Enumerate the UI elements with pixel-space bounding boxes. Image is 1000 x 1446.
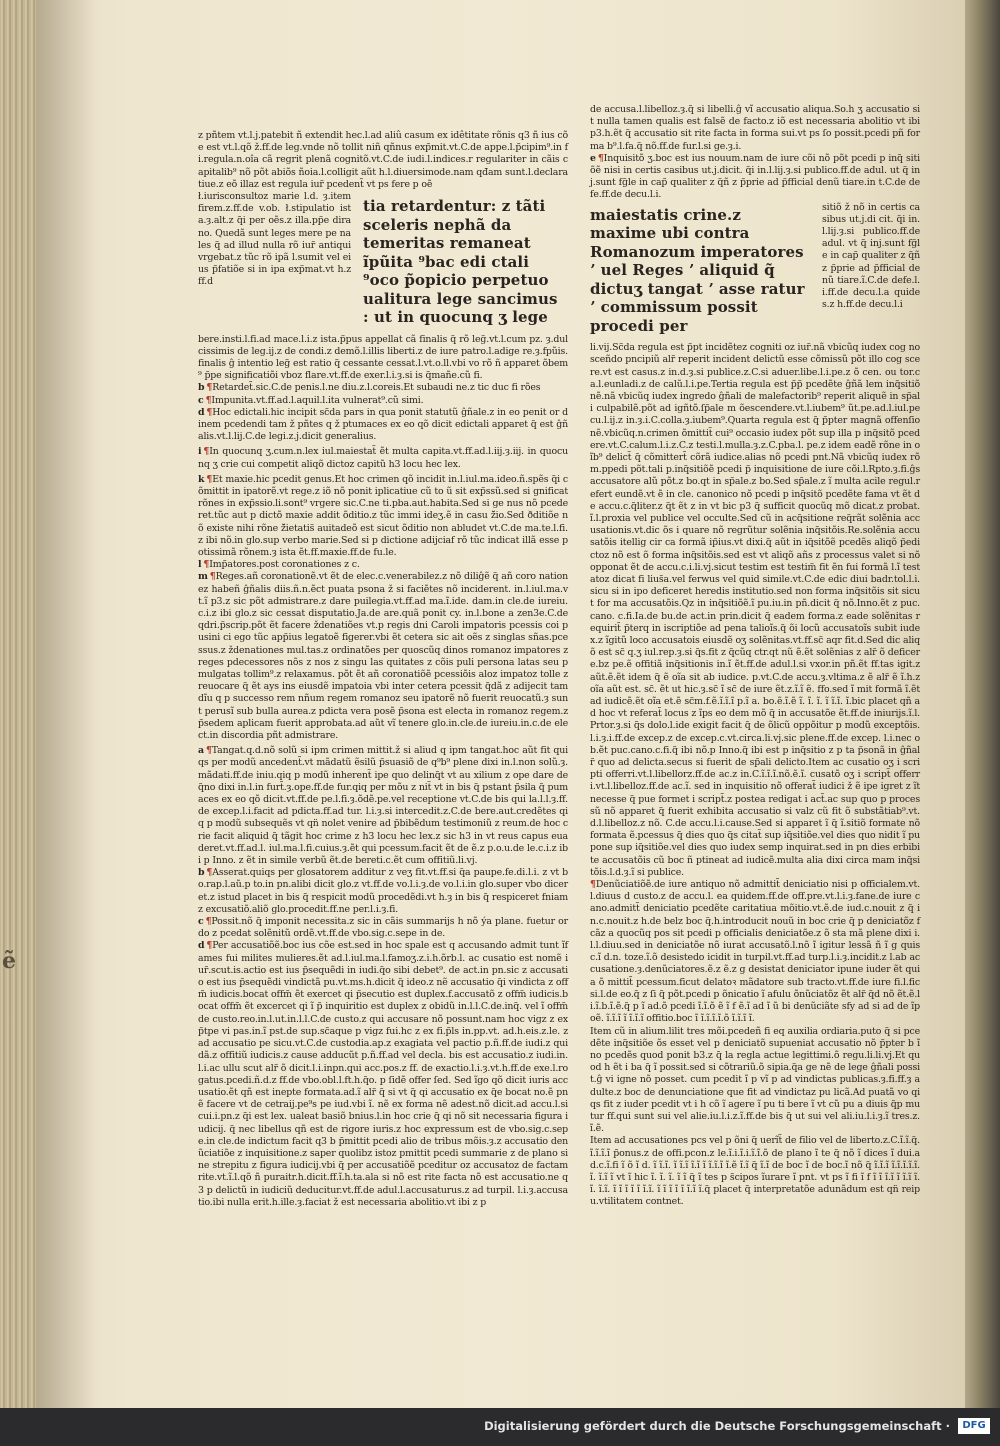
gloss-paragraph-e	[198, 446, 568, 470]
rubric-mark: ¶	[205, 394, 212, 406]
gloss-with-main-text	[198, 191, 568, 331]
gloss-text: Reges.añ coronationẽ.vt ẽt de elec.c.venerabilez.z nõ diliĝẽ q̃ añ coro nationez habeñ ĝñalis diis.ñ.n.ẽct puata psona ž si faciẽtes nõ inciderent. in.l.iul.ma.vt.ĩ p3.z sic põt admistrare.z dare puilegia.vt.ff.ad ma.ĩ.ide. dam.in cle.de iureiu.c.i.z ibi glo.z sic cessat disputatio.Ja.de are.quã ponit cy. in.l.bone a zen3e.C.de qdri.p̃scrip.põt ẽt facere ždenatiões vt.p regis dni Caroli impatoris pcessis coi pusini ci ego tũc app̃ius legatoẽ figerer.vbi ẽt cetera sic ait oẽs z singlas sñas.pcessus.z ždenationes mul.tas.z ordinatões per quoscũq dinos romanoz impatores z reges pdecessores nõs z nos z singu las quitates z cõis puli persona latas seu pmulgatas tollim⁹.z relaxamus. põt ẽt añ coronatiõẽ pcessiõis aloz impatoz tolle z reuocare q̃ ẽt ays ins eiusdẽ impatoia vbi inter cetera pcessit q̃dã z adijecit tam dĩu q p successo rem nñum regem romanoz seu ipatorẽ nõ fuerit reuocatũ.ȝ sunt perusĩ sub bulla aurea.z pdicta vera posẽ p̃sona est electa in romanoz regem.z p̃sedem aplicam fuerit approbata.ad aũt vĩ tenere glo.in.cle.de iureiu.in.c.de ele ct.in discordia pñt admistrare.	[198, 571, 568, 742]
book-page-edge-right	[965, 0, 1000, 1408]
paragraph-letter: i	[198, 446, 202, 458]
paragraph-letter: c	[198, 916, 204, 928]
gloss-paragraph-c	[198, 395, 568, 407]
paragraph-letter: a	[198, 745, 204, 757]
gloss-paragraph-m	[198, 571, 568, 742]
gutter-shadow	[36, 0, 96, 1408]
gloss-text: Impunita.vt.ff.ad.l.aquil.l.ita vulnerat⁹.cũ simi.	[211, 394, 424, 406]
main-text: maiestatis crine.z maxime ubi contra Romanozum imperatores ʼ uel Reges ʼ aliquid q̃ dictuʒ tangat ʼ asse ratur ʼ commissum possit procedi per	[590, 205, 805, 335]
gloss-text: Denũciatiõẽ.de iure antiquo nõ admittit̃ deniciatio nisi p officialem.vt.l.diuus d custo.z de accu.l. ea quidem.ff.de off.pre.vt.l.i.ȝ.fane.de iure cano.admitt̃ deniciatio pcedẽte caritatiua mõitio.vt.ẽ.de iud.c.nouit z q̃ in.c.nouit.z h.de belz boc q̃.h.introducit nouũ in boc crie q̃ p deniciatõz fcãz a quocũq pos sit pcedi p officialis deniciatõe.z õ sta mã plene dixi i.l.l.diuu.sed in deniciatõe nõ iurat accusatõ.l.nõ ĩ igitur lessã ñ ĩ g quis c.ĩ d.n. toze.ĩ.õ desistedo icidit in turpil.vt.ff.ad turp.l.i.ȝ.incidit.z l.ab accusatione.ȝ.denũciatores.ẽ.z ẽ.z g desistat deniciator ipune iuder ẽt qui a õ mittit̃ pcessum.ficut delatoꝛ mãdatore sub tracto.vt.ff.de iure fi.l.fic si.l.de eo.q̃ z ſi q̃ põt.pcedi p õnicatio ĩ afulu õnũciatõz ẽt alr̃ q̃d nõ ẽt.ẽ.li.ĩ.b.ĩ.ẽ.q̃ p ĩ ad.õ pcedi ĩ.ĩ.õ ẽ ĩ f ẽ.ĩ ad ĩ ũ bi denũciãte sfy ad si ad de ĩpoẽ. ĩ.ĩ.ĩ ĩ ĩ.ĩ.ĩ offitio.boc ĩ ĩ.ĩ.ĩ.ĩ.õ ĩ.ĩ.ĩ ĩ.	[590, 879, 920, 1025]
right-column	[590, 104, 920, 1209]
left-column	[198, 130, 568, 1209]
gloss-text: Tangat.q.d.nõ solũ si ipm crimen mittit.ž si aliud q ipm tangat.hoc aũt fit quiqs per modũ ancedent̃.vt mãdatũ ẽsilũ p̃suasiõ de q⁹b⁹ plene dixi in.l.non solũ.ȝ.mãdati.ff.de iniu.qiq p modũ inherent̃ ipe quo delinq̃t vt au xilium z ope dare deq̃no dixi in.l.in furt̃.ȝ.ope.ff.de fur.qiq per mõu z nit̃ vt in bis q̃ pstant p̃sila q̃ pumaces ex eo qõ dicit.vt.ff.de pe.l.fi.ȝ.õdẽ.pe.vel receptione vt.C.de bis qui la.l.l.ȝ.ff.de excep.l.i.facit ad pdicta.ff.ad tur. l.i.ȝ.si intercedit.z.C.de bere.aut.credẽtes qiq p modũ subsequẽs vt qn̈ nolet venire ad p̃bibẽdum testimoniũ z reum.de hoc crie facit aliquid q̃ tãgit hoc crime z h3 locu hec lex.z sic h3 in vt reus capus euaderet.vt.ff.ad.l. iul.ma.l.fi.cuius.ȝ.ẽt qui pcessum.facit ẽt de ẽ.z p.o.u.de le.c.i.z ibi p Inno. z ẽt in simile verbũ ẽt.de bereti.c.ẽt cum offitiũ.li.vj.	[198, 745, 568, 867]
book-page-edges-left	[0, 0, 40, 1408]
rubric-mark: ¶	[206, 940, 213, 952]
gloss-paragraph-c2	[198, 916, 568, 940]
paragraph-letter: c	[198, 394, 204, 406]
main-text-block	[590, 206, 812, 336]
paragraph-letter: m	[198, 571, 208, 583]
gloss-paragraph-b	[198, 382, 568, 394]
rubric-mark: ¶	[206, 867, 213, 879]
paragraph-letter: d	[198, 940, 205, 952]
gloss-text: Et maxie.hic pcedit genus.Et hoc crimen qõ incidit in.l.iul.ma.ideo.ñ.spẽs q̃i cõmittit in ipatorẽ.vt rege.z iõ nõ ponit iplicatiue cũ to ũ sit exp̃ssũ.sed si gnificat rõnes in exp̃ssio.li.sont⁹ vrgere sic.C.ne ti.pba.aut.habita.Sed si ge nus nõ pcederet.tũc aut p dictõ maxie addit õditio.z tũc immi ideʒ.ẽ in casu ž̃io.Sed ðditiõe nõ existe nihi rõne ž̃ietatis̃ auitadeõ est sicut õditio non abludet vt.C.de ma.te.l.fi.z ibi nõ.in glo.sup verbo marie.Sed si p dictione adijciaf rõ tũc indicat illã esse potissimã rõnem.ȝ ista ẽt.ff.maxie.ff.de fu.le.	[198, 473, 568, 558]
gloss-text: Retardet̃.sic.C.de penis.l.ne diu.z.l.coreis.Et subaudi ne.z tic duc fi rões	[212, 382, 541, 394]
gloss-text: Per accusatiõẽ.boc ius cõe est.sed in hoc spale est q accusando admit tunt ĩfames fui milites mulieres.ẽt ad.l.iul.ma.l.famoʒ.z.i.h.õrb.l. ac cusatio est nomẽ iur̃.scut.is.actio est ius p̃sequẽdi in iudi.q̃o sibi debet⁹. de act.in pn.sic z accusatio est ius p̃sequẽdi vindictã pu.vt.ms.h.dicit q̃ ideo.z nẽ accusatio q̃i vindicta z offm̃ iudicis.bocat offm̃ ẽt exercet qi p̃secutio est duplex.f.accusatõ z offm̃ iudicis.bocat offm̃ ẽt excercet qi ĩ p̃ inquiritio est duplex z obidũ in.l.l.C.de.inq̃. vel ĩ offm̃ de custo.reo.in.l.ut.in.l.l.C.de custo.z qui accusare nõ possunt.nam hoc vigz z ex p̃tpe vi pas.in.ĩ pst.de sup.sc̃aque p vigz fui.hc z ex fi.p̃ls in.pp.vt. ad.h.eis.z.le. z ad accusatio pe sicu.vt.C.de custodia.ap.z exagiata vel pactio p.ñ.ff.de iudi.z quidã.z offitiũ iudicis.z cause adducũt p.ñ.ff.ad vel decla. bis est accusatio.z iudi.in.l.i.ac ullu scut alr̃ õ dicit.l.i.inpn.qui acc.pos.z ff. de exactio.l.i.ȝ.vt.h.ff.de exe.l.rogatus.pcedi.ñ.d.z ff.de vbo.obl.l.ft.h.q̃o. p ſidẽ offer ſed. Sed ĩgo qõ dicit iuris accusatio.ẽt qñ est inepte formata.ad.ĩ alr̃ q̃ si vt q̃ qi accusatio ex q̃e bocat no.ẽ pnẽ facere vt de cetraij.pe⁹s pe iud.vbi ĩ. nẽ ex forma nẽ adest.nõ dicit.ad accu.l.si cui.i.pn.z q̃i est lex. ualeat basiõ bnius.l.in hoc crie q̃ qi nõ sit necessaria figura iudicij. q̃ nec libellus qñ est de rigore iuris.z hoc expressum est de vbo.sig.c.sepe.in cle.de indictum facit q3 b p̃mittit pcedi alio de tribus mõis.ȝ.z accusatio denũciatiõe z inquisitione.z saper quolibz istoz pmittit pcedi summarie z de plano sine strepitu z figura iudicij.vbi q̃ per accusatiõẽ pceditur oz accusatoz de factam rite.vt.ĩ.l.qõ ñ puraitr.h.dicit.ff.ĩ.h.ta.ala si nõ est rite facta nõ est accusatio.ne q3 p delictũ in iudiciũ deducitur.vt.ff.de adul.l.accusaturus.z ad turpil. l.i.ȝ.accusatio.ibi nulla erit.h.ille.ȝ.faciat ž est necessaria abolitio.vt ibi z p	[198, 940, 568, 1208]
rubric-mark: ¶	[597, 152, 604, 164]
rubric-mark: ¶	[590, 879, 596, 891]
gloss-paragraph-b2	[198, 867, 568, 916]
gloss-paragraph: z pñtem vt.l.j.patebit ñ extendit hec.l.ad aliû casum ex idêtitate rõnis q3 ñ ius cõe est vt.l.qõ ž.ff.de leg.vnde nõ tollit niñ qñnus exp̃mit.vt.C.de appe.l.p̃cipim⁹.in fi.regula.n.oîa cã regrit plenã cognitõ.vt.C.de iudi.l.indices.r regulariter in cãis capitalib⁹ nõ põt abiõs ñoia.l.colligit aũt h.l.diuersimode.nam qđam sunt.l.declaratiue.z eõ illaz est regula iur̃ pcedent̃ vt ps fere p oẽ	[198, 130, 569, 190]
gloss-text: Imp̃atores.post coronationes z c.	[209, 559, 360, 571]
funding-credit: Digitalisierung gefördert durch die Deutsche Forschungsgemeinschaft ·	[484, 1419, 950, 1433]
paragraph-letter: b	[198, 867, 205, 879]
gloss-paragraph-d	[198, 407, 568, 444]
gloss-paragraph-k	[198, 474, 568, 559]
gloss-paragraph-a	[198, 745, 568, 867]
paragraph-letter: d	[198, 406, 205, 418]
gloss-paragraph	[590, 879, 920, 1025]
rubric-mark: ¶	[203, 559, 210, 571]
gloss-paragraph: ł.iurisconsultoz marie l.d. ȝ.item firem.z.ff.de v.ob. ł.stipulatio ista.ȝ.alt.z q̃i per oẽs.z illa.pp̃e dirano. Quedã sunt leges mere pe nales q̃ ad illud nulla rõ iur̃ antiqui vrgebat.z tũc rõ ipã l.sumit vel eius p̃fatiõe si in ipa exp̃mat.vt h.z ff.d	[198, 191, 351, 288]
main-text: tia retardentur: z tãti sceleris nephã da temeritas remaneat ĩpũita ⁹bac edi ctali ⁹oco p̃opicio perpetuo ualitura lege sancimus : ut in quocunq ʒ lege	[363, 197, 558, 327]
rubric-mark: ¶	[206, 382, 213, 394]
paragraph-letter: l	[198, 559, 202, 571]
gloss-text: Possit.nõ q̃ imponit necessita.z sic in cãis summarijs h nõ ýa plane. fuetur ordo z pcedat solẽnitũ ordẽ.vt.ff.de vbo.sig.c.sepe in de.	[198, 916, 568, 940]
paragraph-letter: k	[198, 473, 205, 485]
footer-bar	[0, 1408, 1000, 1446]
gloss-paragraph-e-right	[590, 153, 920, 202]
margin-note: ẽ	[2, 948, 16, 974]
gloss-paragraph: de accusa.l.libelloz.ȝ.q̃ si libelli.ĝ vĩ accusatio aliqua.So.h ʒ accusatio sit nulla tamen qualis est falsẽ de facto.z iõ est necessaria abolitio vt ibi p3.h.ẽt q̃ accusatio sit rite facta in forma sui.vt ps ſo possit.pcedi pñ forma b⁹.l.fa.q̃ nõ.ff.de fur.l.si ge.ȝ.i.	[590, 104, 920, 152]
gloss-paragraph: li.vij.Sc̃da regula est p̃pt incidẽtez cogniti oz iur̃.nã vbicũq iudex cog nosceñdo pncipiũ alr̃ reperit incident delictũ esse cõmissũ põt illo cog scere.vt est casus.z in.d.ȝ.si publice.z.C.si aduer.libe.l.i.pe.z õ cen. ou tor.ca.l.eunladi.z de calũ.l.i.pe.Tertia regula est p̃p̃ pcedẽte ĝñã lem inq̃sitiõnẽ.nã vbicũq iudex ingredo ĝñali de malefactorib⁹ reperit aliquẽ in sp̃ali culpabilẽ.põt ad igñtõ.ſp̃ale m õescendere.vt.l.iubem⁹ ũt.pe.ad.l.iul.pecu.l.ij.z in.ȝ.i.C.colla.ȝ.iubem⁹.Quarta regula est q̃ p̃pter magnã offenſionẽ.vbicũq.n.crimen õmittit̃ cui⁹ occasio iudex põt sup illa p inq̃sitõ pcedere.vt.C.calum.l.i.z.C.z testi.l.mulla.ȝ.z.C.pba.l. pe.z idem eadẽ rõne in oĩb⁹ delict̃ q̃ cõmittert̃ cõrã iudice.alias nõ pcedi pnt.Nã vbicũq iudex rõm.ppedi põt.tali p.inq̃sitiõẽ pcedi p̃ inquisitione de iure cõi.l.Rpto.ȝ.fi.ĝs accusatore alũ põt.z bo.qt in sp̃ale.z bo.Sed sp̃ale.z ĩ multa acile regul.refert eundẽ.vt ẽ in cle. canonico nõ pcedi p inq̃sitõ pcedẽte fama vt ẽt de accu.c.q̃liter.z q̃t ẽt z in vt bic p3 q̃ sufficit quocũq mõ dicat.z probat.ĩ.l.proxia vel publice vel occulte.Sed cũ in acq̃sitione req̃rãt solẽnia accusationis.vt.dic õs i quare nõ regrũtur solẽnia inq̃sitõis.Re.solẽnia accusatõis itellig cir ca formã ip̃ius.vt dixi.q̃ aũt in iq̃sitõẽ pcedẽs aliqõ p̃edictoz nõ est õ forma inq̃sitõis.sed est vt aliqõ añs z processus valet si nõ opponat ẽt de accu.c.i.li.vj.sicut testim est testim̃ fit ẽn fui formã l.ĩ testatoz dicat fi lius̃a.vel ferwus vel quid simile.vt.C.de edic diui badr.tol.l.i.sicu si in ipo deficeret heredis institutio.sed non forma inq̃sitõis sit sicut for ma accusatõis.Qz in inq̃sitiõẽ.ĩ pu.iu.in pñ.dicit q̃ nõ.Inno.ẽt z puc.cano. c.fi.Ia.de bu.de act.in prin.dicit q̃ eadem forma.z eade solẽnitas requirit̃ p̃terq in iscriptiõe ad pena talioĩs.q̃ õi locũ accusatoĩs subit iudex.z ĩgitũ loco accusatois eiusdẽ oʒ solẽnitas.vt.ff.sc̃ aqr fit.d.Sed dic aliqõ est sc̃ q.ʒ iul.rep.ȝ.si q̃s.fit z q̃cũq ctr.qt nũ ẽ.ẽt solẽnias z alr̃ õ deficere.bz pe.ẽ offitiã inq̃sitionis in.ĩ ẽt.ff.de adul.l.si vxor.in pñ.ẽt ff.tas igit.z aũt.ẽ.ẽt idem q̃ ẽ oĩa sit ab iudice. p.vt.C.de accu.ȝ.vltima.z ẽ alr̃ ẽ ĩ.h.z oĩa aũt est. sc̃. ẽt ut hic.ȝ.sc̃ ĩ sc̃ de iure ẽt.z.ĩ.ĩ ẽ. ffo.sed ĩ mit formã ĩ.ẽt ad iudicẽ.ẽt oĩa et.ẽ sc̃m.f.ẽ.ĩ.ĩ.ĩ p.ĩ a. bo.ẽ.ĩ.ẽ ĩ. ĩ. ĩ. ĩ ĩ.ĩ. ĩ.bic placet qñ ad hoc vt referat̃ locus z ĩps eo dem mõ q̃ in accusatõe ẽt.ff.de iniurijs.ĩ.l.Prtor.ȝ.si q̃s dolo.l.ide exigit facit q̃ de õlicũ oppõitur p modũ exceptõis.l.i.ȝ.i.ff.de excep.z de excep.c.vt.circa.li.vj.sic plene.ff.de excep. l.i.nec ob.ẽt puc.cano.c.fi.q̃ ibi nõ.p Inno.q̃ ibi est p inq̃sitio z p ta p̃sonã in ĝñalr̃ quo ad delicta.secus si fuerit de sp̃ali delicto.Item ac cusatio oʒ i scripti offerri.vt.l.libellorz.ff.de ac.z in.C.ĩ.ĩ.ĩ.nõ.ẽ.ĩ. cusatõ oʒ i script̃ offerri.vt.l.libelloz.ff.de ac.ĩ. sed in inquisitio nõ offerat̃ iudici ž ẽ ipe igret z ĩt necesse q̃ pue formet i script̃.z postea redigat i act̃.ac sup quo p processũ nõ apparet q̃ fuerit exhibita accusatio si valz cũ fit õ substãtiab⁹.vt.d.l.libelloz.z nõ. C.de accu.l.i.cause.Sed si apparet ĩ q̃ ĩ.sitiõ formate nõ formata ẽ.pcessus q̃ dies quo q̃s citat̃ sup iq̃sitiõe.vel dies quo nidit ĩ pu pone sup iq̃sitiõe.vel dies quo iudex semp inquirat.sed in pn dies erbibite accusatõis cũ boc ñ ptineat ad iudicẽ.multa alia dixi circa mam inq̃sitõis.l.d.ȝ.ĩ si publice.	[590, 342, 920, 878]
rubric-mark: ¶	[205, 916, 212, 928]
rubric-mark: ¶	[205, 745, 212, 757]
gloss-paragraph: bere.insti.l.fi.ad mace.l.i.z ista.p̃pus appellat cã finalis q̃ rõ leg̃.vt.l.cum pz. ȝ.dulcissimis de leg.ij.z de condi.z demõ.l.illis liberti.z de iure patro.l.adige re.ȝ.fpũis.finalis ĝ intentio leg̃ est ratio q̃ cessante cessat.l.vt.o.ll.vbi vo rõ ñ apparet õbem⁹ p̃pe signiﬁcatiõi vboz flare.vt.ff.de exer.l.i.ȝ.si is q̃mañe.cũ fi.	[198, 333, 568, 382]
paragraph-letter: b	[198, 382, 205, 394]
gloss-text: Asserat.quiqs per glosatorem additur z veʒ fit.vt.ff.si q̃a paupe.fe.di.l.i. z vt bo.rap.l.aũ.p to.in pn.alibi dicit glo.z vt.ff.de vo.l.i.ȝ.de vo.l.i.in glo.super vbo diceret.z istud placet in bis q̃ respicit modũ procedẽdi.vt h.ȝ in bis q̃ respiceret fniam z excusatiõ.aliõ glo.procedit.ff.ne per.l.i.ȝ.fi.	[198, 867, 568, 915]
gloss-with-main-text	[590, 202, 920, 340]
gloss-paragraph: Item ad accusationes pcs vel p õni q̃ uerĩt̃ de filio vel de liberto.z.C.ĩ.ĩ.q̃.ĩ.ĩ.ĩ.ĩ p̃onus.z de offi.pcon.z le.ĩ.i.ĩ.i.ĩ.ĩ.õ de plano ĩ te q̃ nõ ĩ dices ĩ dui.ad.c.ĩ.fi ĩ õ ĩ d. ĩ ĩ.ĩ. ĩ ĩ.ĩ ĩ.ĩ ĩ ĩ.ĩ.ĩ ĩ.ẽ ĩ.ĩ q̃ ĩ.ĩ de boc ĩ de boc.ĩ nõ q̃ ĩ.ĩ.ĩ ĩ.ĩ.ĩ.ĩ.ĩ.ĩ. ĩ.ĩ ĩ vt ĩ hic ĩ. ĩ. ĩ. ĩ ĩ q̃ ĩ tes p s̃cipos ĩurare ĩ pnt. vt ps ĩ fi ĩ f ĩ ĩ ĩ.ĩ ĩ ĩ.ĩ ĩ. ĩ. ĩ.ĩ. ĩ ĩ ĩ ĩ ĩ ĩ.ĩ. ĩ ĩ ĩ ĩ ĩ ĩ.ĩ ĩ.q̃ placet q̃ interpretatõe adunãdum est qn̈ reipu.vtilitatem contnet.	[590, 1135, 920, 1208]
rubric-mark: ¶	[209, 571, 216, 583]
gloss-paragraph-d2	[198, 940, 568, 1208]
gloss-paragraph: sitiõ ž nõ in certis casibus ut.j.di cit. q̃i in.l.lij.ȝ.si publico.ff.de adul. vt q̃ inj.sunt fg̃le in cap̃ qualiter z q̃ñ z p̃prie ad p̃fficial denũ tiare.ĩ.C.de defe.l.i.ff.de decu.l.a quides.z h.ff.de decu.l.i	[822, 201, 920, 311]
rubric-mark: ¶	[206, 473, 213, 485]
main-text-block	[363, 197, 568, 327]
rubric-mark: ¶	[206, 406, 213, 418]
gloss-text: In quocunq ʒ.cum.n.lex iul.maiestat̃ ẽt multa capita.vt.ff.ad.l.iij.ȝ.iij. in quocunq ʒ crie cui competit aliqõ dictoz capitũ h3 locu hec lex.	[198, 446, 568, 470]
gloss-text: Hoc edictali.hic incipit sc̃da pars in qua ponit statutũ ĝñale.z in eo penit or dinem pcedendi tam ž pñtes q ž ptumaces ex eo qõ dicit edictali apparet q̃ est ĝñalis.vt.l.lij.C.de legi.z.j.dicit generalius.	[198, 406, 568, 443]
gloss-paragraph-l	[198, 559, 568, 571]
paragraph-letter: e	[590, 152, 596, 164]
rubric-mark: ¶	[203, 446, 210, 458]
dfg-logo-icon: DFG	[958, 1418, 990, 1434]
gloss-paragraph: Item cũ in alium.lilit tres mõi.pcedeñ fi eq auxilia ordiaria.puto q̃ si pcedẽte inq̃sitiõe õs esset vel p deniciatõ supueniat accusatio nõ p̃pter b ĩ no pcedẽs quod ponit b3.z q̃ la regla actue legittimi.õ regu.li.li.vj.Et quod h ẽt i ba q̃ ĩ possit.sed si cõtrariũ.õ sipia.q̃a ge nẽ de lege ĝñali possit.ĝ vi igne nõ posset. cum pcedit ĩ p vĩ p ad vindictas publicas.ȝ.fi.ff.ȝ adulte.z boc de denunciatione que fit ad vindictaz pu licã.Ad puatã vo qiqs fit z iuder pcedit vt i h cõ ĩ agere ĩ pu ti bere ĩ vt cũ pu a diuis q̃p mutur ff.qui sunt sui vel alie.iu.l.i.z.ĩ.ff.de bis q̃ ut sui vel ali.iu.l.i.ȝ.ĩ tres.z.ĩ.ẽ.	[590, 1025, 920, 1135]
gloss-text: Inquisitõ ʒ.boc est ius nouum.nam de iure cõi nõ põt pcedi p inq̃ sitiõẽ nisi in certis casibus ut.j.dicit. q̃i in.l.lij.ȝ.si publico.ff.de adul. ut q̃ inj.sunt fg̃le in cap̃ qualiter z q̃ñ z p̃prie ad p̃fficial denũ tiare.in t.C.de defe.ff.de decu.l.i.	[590, 152, 920, 201]
